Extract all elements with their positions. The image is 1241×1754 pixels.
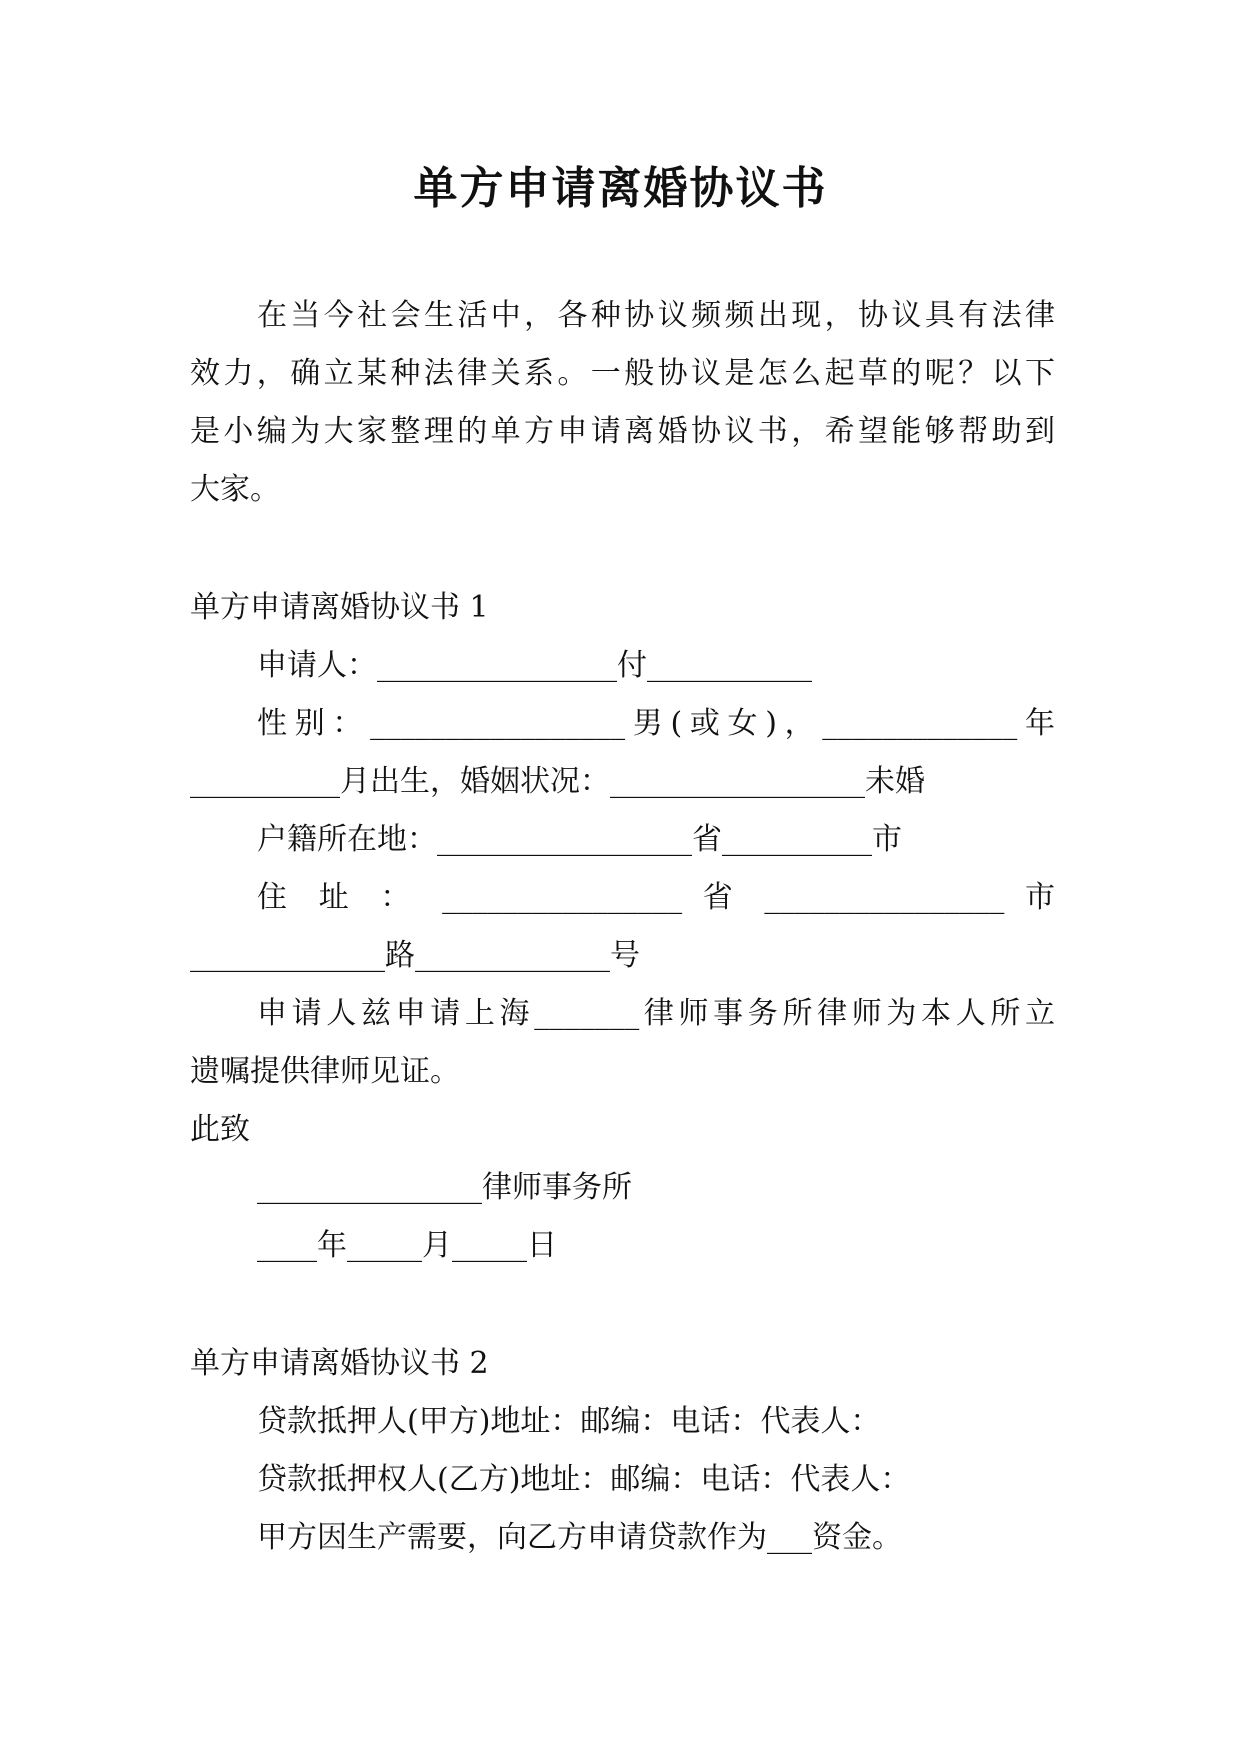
request-line-2: 遗嘱提供律师见证。: [190, 1054, 460, 1089]
section2-heading: 单方申请离婚协议书 2: [190, 1346, 489, 1381]
road-number-line: _____________路_____________号: [190, 938, 640, 973]
address-line: 住 址 ： ________________ 省 ________________ 市: [257, 880, 1055, 915]
intro-line-2: 效力，确立某种法律关系。一般协议是怎么起草的呢？以下: [190, 356, 1055, 391]
loan-purpose-line: 甲方因生产需要，向乙方申请贷款作为___资金。: [257, 1520, 902, 1555]
request-line-1: 申请人兹申请上海_______律师事务所律师为本人所立: [257, 996, 1055, 1031]
salutation: 此致: [190, 1112, 250, 1147]
gender-line: 性别：_________________男(或女)，_____________年: [257, 706, 1055, 741]
household-line: 户籍所在地：_________________省__________市: [257, 822, 902, 857]
date-line: ____年_____月_____日: [257, 1228, 557, 1263]
section1-heading: 单方申请离婚协议书 1: [190, 590, 489, 625]
mortgagee-line: 贷款抵押权人(乙方)地址：邮编：电话：代表人：: [257, 1462, 911, 1497]
document-title: 单方申请离婚协议书: [413, 163, 828, 214]
mortgagor-line: 贷款抵押人(甲方)地址：邮编：电话：代表人：: [257, 1404, 881, 1439]
intro-line-3: 是小编为大家整理的单方申请离婚协议书，希望能够帮助到: [190, 414, 1055, 449]
law-firm-line: _______________律师事务所: [257, 1170, 632, 1205]
applicant-line: 申请人：________________付___________: [257, 648, 812, 683]
intro-line-1: 在当今社会生活中，各种协议频频出现，协议具有法律: [257, 298, 1055, 333]
birth-marital-line: __________月出生，婚姻状况：_________________未婚: [190, 764, 925, 799]
intro-line-4: 大家。: [190, 472, 280, 507]
